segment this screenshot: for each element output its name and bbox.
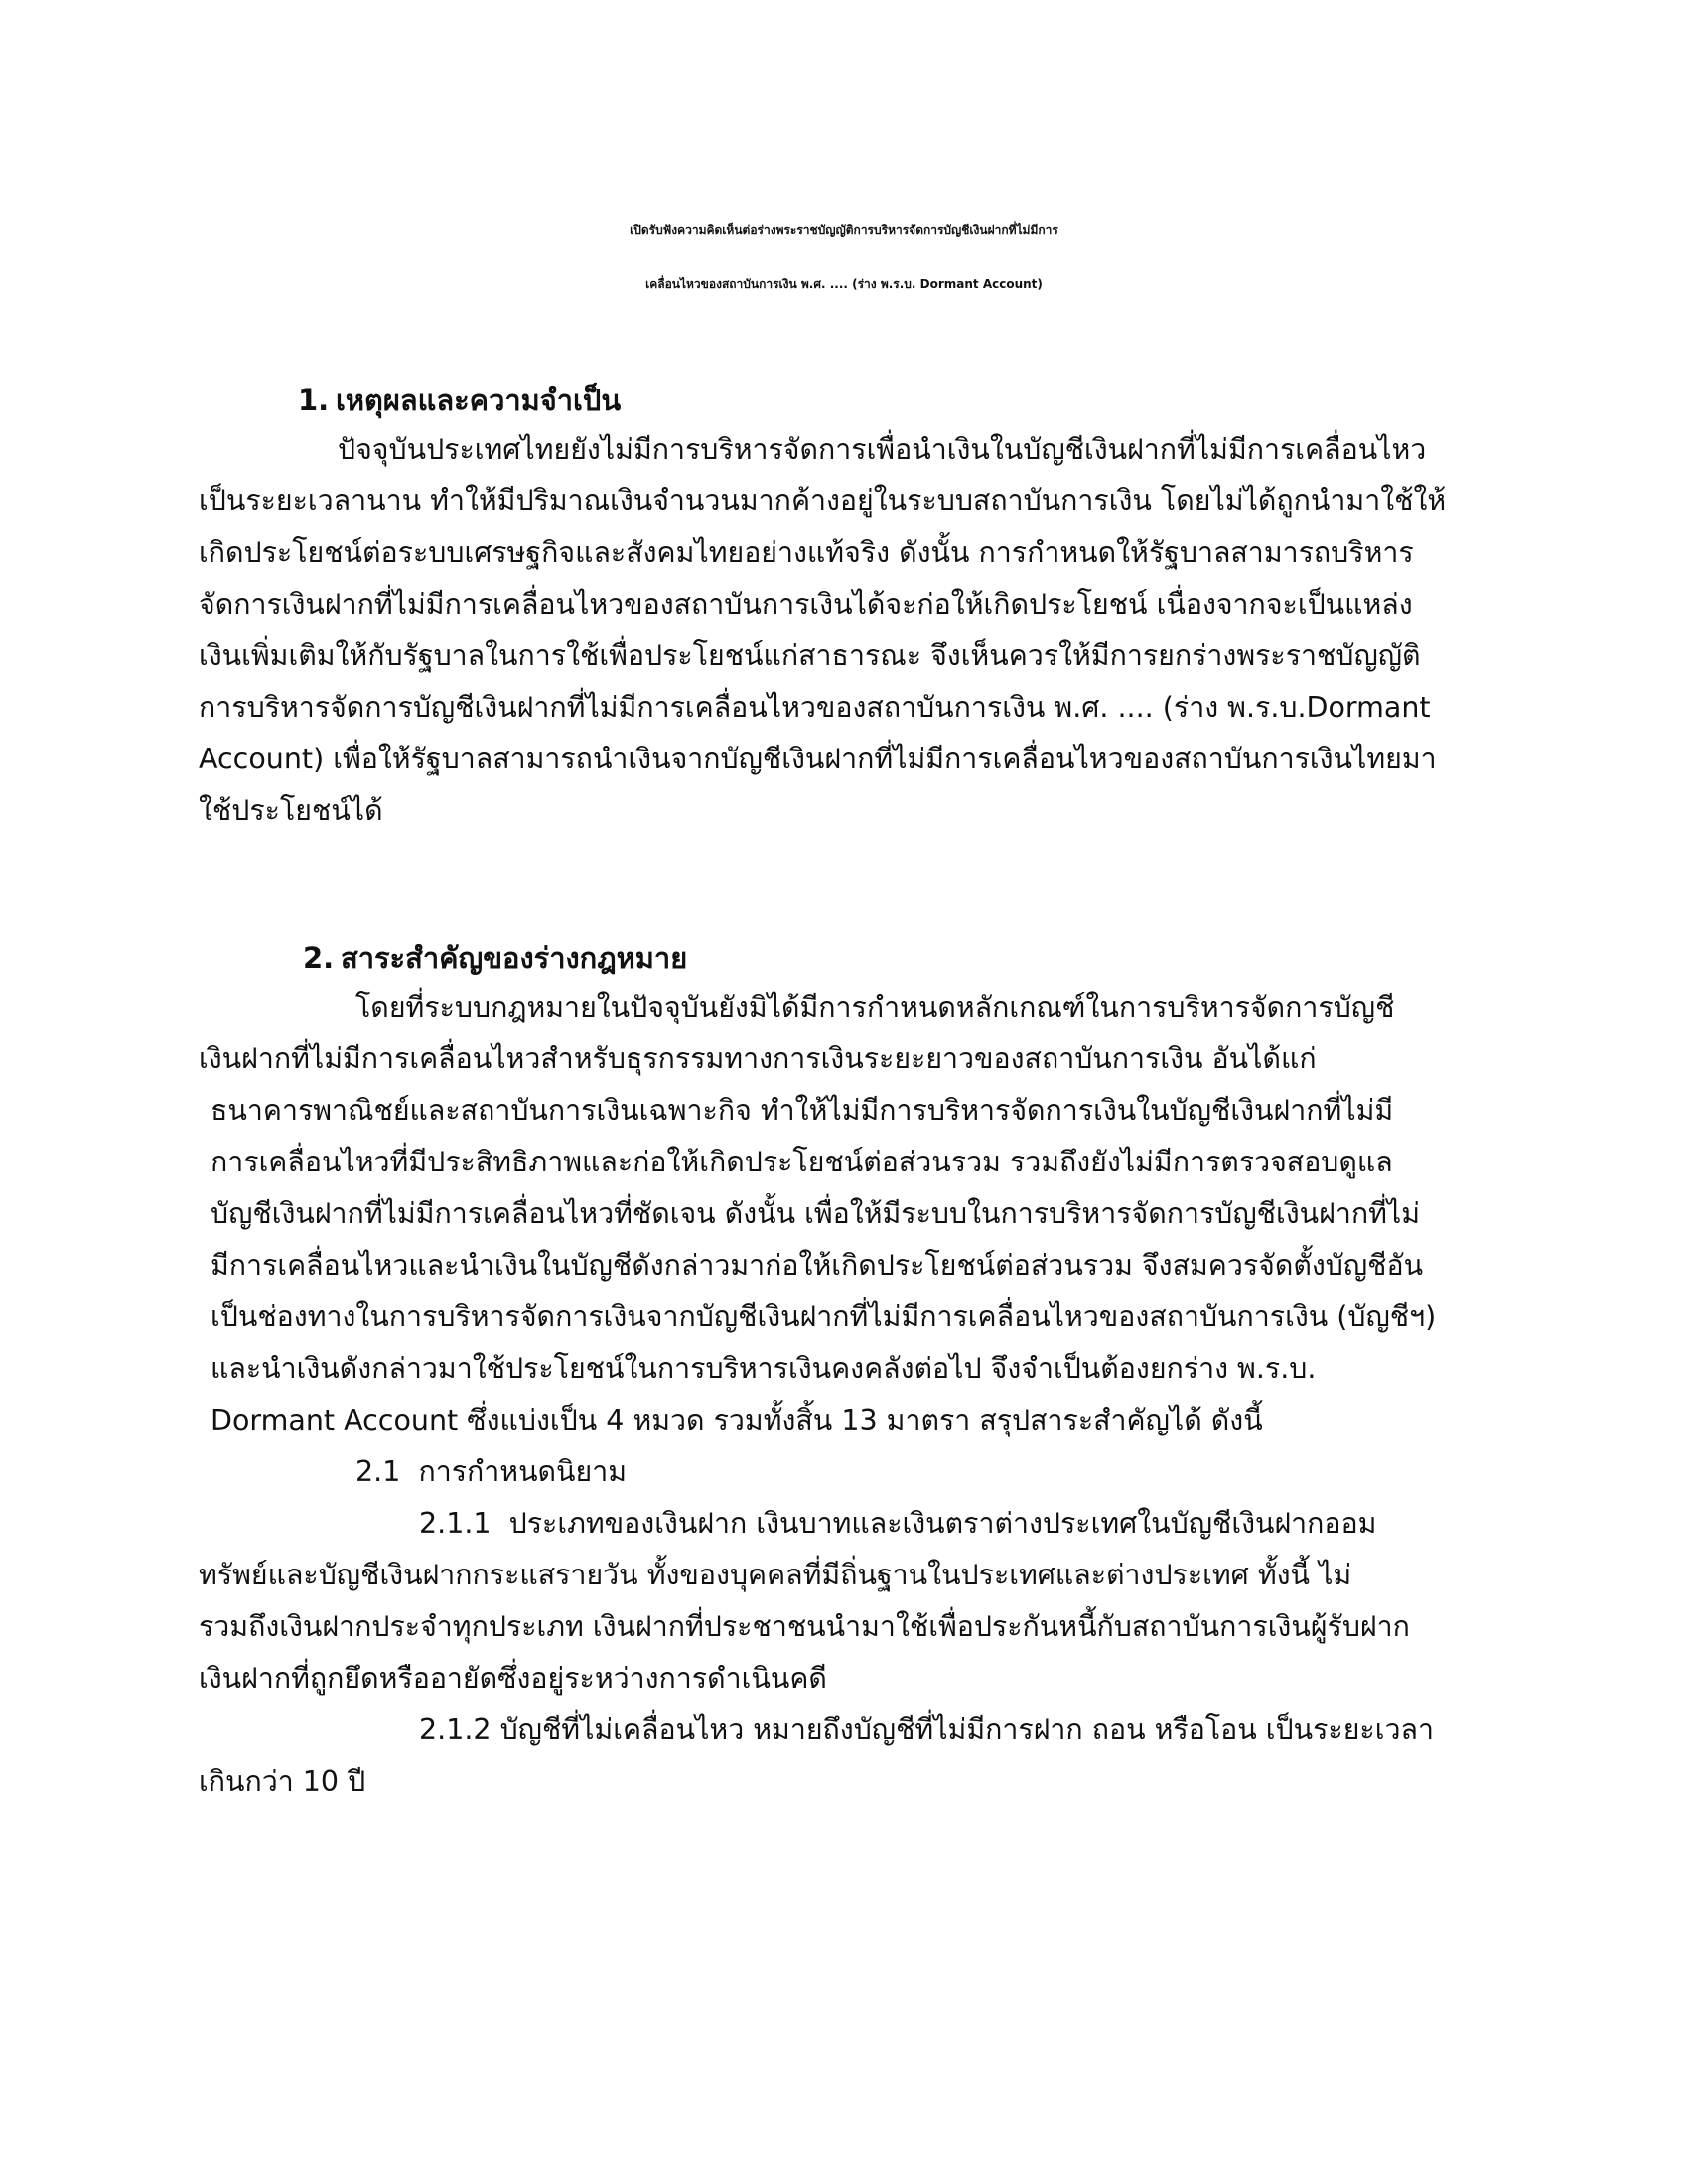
section-2-line: เป็นช่องทางในการบริหารจัดการเงินจากบัญชีเงินฝากที่ไม่มีการเคลื่อนไหวของสถาบันการเงิน (บัญชีฯ) <box>211 1300 1437 1333</box>
section-1-line: เป็นระยะเวลานาน ทำให้มีปริมาณเงินจำนวนมากค้างอยู่ในระบบสถาบันการเงิน โดยไม่ได้ถูกนำมาใช้ให้ <box>199 484 1447 517</box>
subsection-2-1-heading <box>355 1447 627 1497</box>
page-title <box>199 204 1489 311</box>
section-2-line: ธนาคารพาณิชย์และสถาบันการเงินเฉพาะกิจ ทำให้ไม่มีการบริหารจัดการเงินในบัญชีเงินฝากที่ไม่มี <box>211 1094 1394 1127</box>
section-2-line: และนำเงินดังกล่าวมาใช้ประโยชน์ในการบริหารเงินคงคลังต่อไป จึงจำเป็นต้องยกร่าง พ.ร.บ. <box>211 1352 1317 1385</box>
subsection-2-1-2-line: เกินกว่า 10 ปี <box>199 1765 366 1798</box>
section-1-number: 1. <box>298 383 330 417</box>
section-1-line: เกิดประโยชน์ต่อระบบเศรษฐกิจและสังคมไทยอย่างแท้จริง ดังนั้น การกำหนดให้รัฐบาลสามารถบริหาร <box>199 536 1414 569</box>
subsection-2-1-2-first-line <box>419 1706 1434 1755</box>
section-2-line: Dormant Account ซึ่งแบ่งเป็น 4 หมวด รวมทั้งสิ้น 13 มาตรา สรุปสาระสำคัญได้ ดังนี้ <box>211 1404 1263 1436</box>
subsection-2-1-1-line: รวมถึงเงินฝากประจำทุกประเภท เงินฝากที่ประชาชนนำมาใช้เพื่อประกันหนี้กับสถาบันการเงินผู้รับฝาก <box>199 1610 1410 1643</box>
subsection-2-1-1-line: เงินฝากที่ถูกยึดหรืออายัดซึ่งอยู่ระหว่างการดำเนินคดี <box>199 1662 827 1695</box>
section-2-number: 2. <box>303 941 335 975</box>
section-1-line: เงินเพิ่มเติมให้กับรัฐบาลในการใช้เพื่อประโยชน์แก่สาธารณะ จึงเห็นควรให้มีการยกร่างพระราชบัญญัติ <box>199 639 1421 672</box>
section-2-heading <box>303 933 687 983</box>
section-2-line: การเคลื่อนไหวที่มีประสิทธิภาพและก่อให้เกิดประโยชน์ต่อส่วนรวม รวมถึงยังไม่มีการตรวจสอบดูแล <box>211 1146 1393 1178</box>
subsection-2-1-2-line: บัญชีที่ไม่เคลื่อนไหว หมายถึงบัญชีที่ไม่มีการฝาก ถอน หรือโอน เป็นระยะเวลา <box>499 1713 1434 1746</box>
section-1-title: เหตุผลและความจำเป็น <box>336 383 622 417</box>
section-1-line: ใช้ประโยชน์ได้ <box>199 794 383 827</box>
title-line-2: เคลื่อนไหวของสถาบันการเงิน พ.ศ. .... (ร่าง พ.ร.บ. Dormant Account) <box>645 277 1043 291</box>
subsection-2-1-title: การกำหนดนิยาม <box>418 1455 628 1488</box>
subsection-2-1-2-number: 2.1.2 <box>419 1713 492 1746</box>
section-2-title: สาระสำคัญของร่างกฎหมาย <box>341 941 688 975</box>
section-1-line: การบริหารจัดการบัญชีเงินฝากที่ไม่มีการเคลื่อนไหวของสถาบันการเงิน พ.ศ. .... (ร่าง พ.ร.บ.Dormant <box>199 691 1431 724</box>
subsection-2-1-number: 2.1 <box>355 1455 401 1488</box>
section-2-line: โดยที่ระบบกฎหมายในปัจจุบันยังมิได้มีการกำหนดหลักเกณฑ์ในการบริหารจัดการบัญชี <box>355 991 1395 1024</box>
section-2-line: มีการเคลื่อนไหวและนำเงินในบัญชีดังกล่าวมาก่อให้เกิดประโยชน์ต่อส่วนรวม จึงสมควรจัดตั้งบัญชีอัน <box>211 1249 1424 1282</box>
section-1-line: จัดการเงินฝากที่ไม่มีการเคลื่อนไหวของสถาบันการเงินได้จะก่อให้เกิดประโยชน์ เนื่องจากจะเป็นแหล่ง <box>199 588 1413 620</box>
subsection-2-1-1-line: ทรัพย์และบัญชีเงินฝากกระแสรายวัน ทั้งของบุคคลที่มีถิ่นฐานในประเทศและต่างประเทศ ทั้งนี้ ไม่ <box>199 1559 1352 1591</box>
section-2-line: บัญชีเงินฝากที่ไม่มีการเคลื่อนไหวที่ชัดเจน ดังนั้น เพื่อให้มีระบบในการบริหารจัดการบัญชีเงินฝากที่ไม่ <box>211 1197 1421 1230</box>
subsection-2-1-1-number: 2.1.1 <box>419 1507 492 1540</box>
subsection-2-1-1-line: ประเภทของเงินฝาก เงินบาทและเงินตราต่างประเทศในบัญชีเงินฝากออม <box>508 1507 1377 1540</box>
section-1-heading <box>298 375 621 425</box>
subsection-2-1-1-first-line <box>419 1499 1376 1549</box>
section-1-line: Account) เพื่อให้รัฐบาลสามารถนำเงินจากบัญชีเงินฝากที่ไม่มีการเคลื่อนไหวของสถาบันการเงินไทยมา <box>199 743 1437 775</box>
title-line-1: เปิดรับฟังความคิดเห็นต่อร่างพระราชบัญญัติการบริหารจัดการบัญชีเงินฝากที่ไม่มีการ <box>630 223 1058 237</box>
section-1-line: ปัจจุบันประเทศไทยยังไม่มีการบริหารจัดการเพื่อนำเงินในบัญชีเงินฝากที่ไม่มีการเคลื่อนไหว <box>338 433 1427 466</box>
section-2-line: เงินฝากที่ไม่มีการเคลื่อนไหวสำหรับธุรกรรมทางการเงินระยะยาวของสถาบันการเงิน อันได้แก่ <box>199 1042 1317 1075</box>
